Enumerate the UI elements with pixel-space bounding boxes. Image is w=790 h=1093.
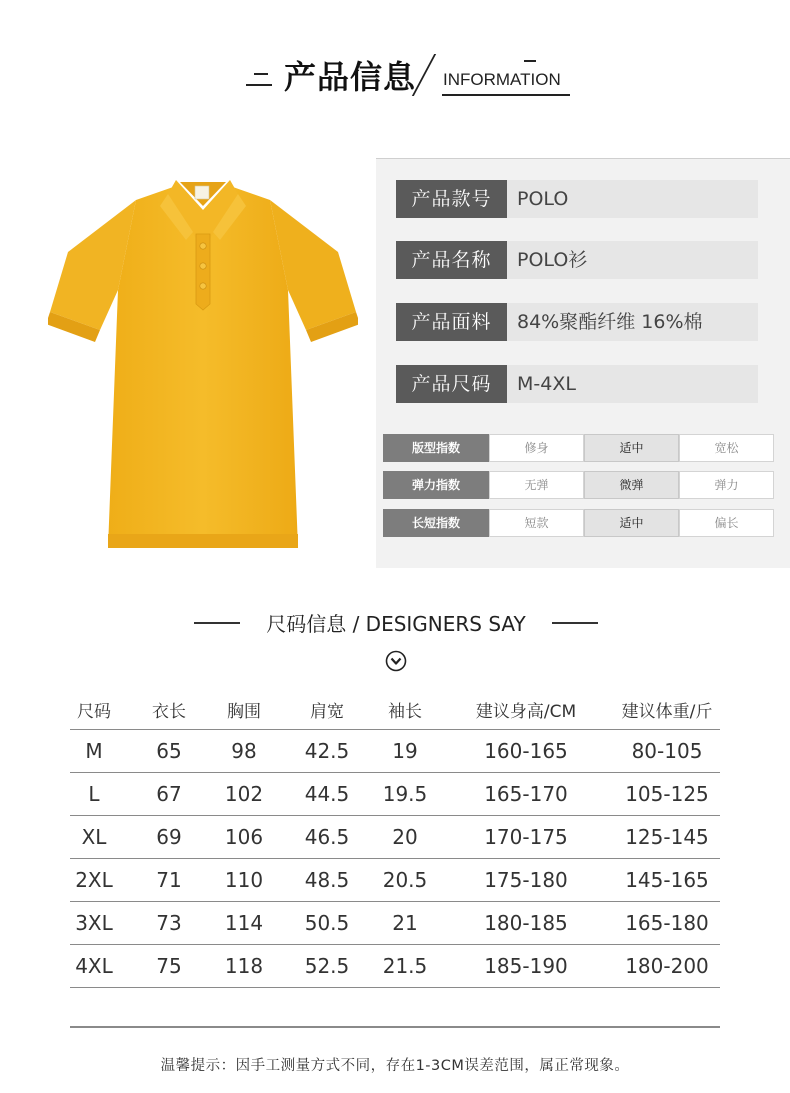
chevron-down-circle-icon xyxy=(385,650,407,672)
table-cell: 106 xyxy=(224,825,264,849)
index-option-selected: 适中 xyxy=(584,509,679,537)
table-header-cell: 衣长 xyxy=(152,702,186,722)
table-cell: 46.5 xyxy=(304,825,350,849)
table-cell: 110 xyxy=(224,868,264,892)
table-cell: 170-175 xyxy=(484,825,568,849)
length-index-row xyxy=(383,509,774,537)
table-header-cell: 袖长 xyxy=(388,702,422,722)
info-value: POLO xyxy=(507,180,758,218)
table-cell: 67 xyxy=(156,782,182,806)
table-cell: 50.5 xyxy=(304,911,350,935)
table-header-cell: 建议体重/斤 xyxy=(621,702,713,722)
divider xyxy=(552,622,598,624)
table-cell: 19.5 xyxy=(382,782,428,806)
header-decoration xyxy=(254,73,268,75)
fit-index-row xyxy=(383,434,774,462)
index-option: 修身 xyxy=(489,434,584,462)
info-label: 产品名称 xyxy=(396,241,507,279)
table-cell: 44.5 xyxy=(304,782,350,806)
table-cell: 125-145 xyxy=(625,825,709,849)
product-info-panel xyxy=(376,158,790,568)
table-cell: 75 xyxy=(156,954,182,978)
page-subtitle: INFORMATION xyxy=(443,70,561,89)
table-header-cell: 胸围 xyxy=(227,702,261,722)
table-cell: 73 xyxy=(156,911,182,935)
table-row xyxy=(70,902,720,945)
table-cell: 180-200 xyxy=(625,954,709,978)
table-cell: 2XL xyxy=(75,868,113,892)
measurement-note: 温馨提示：因手工测量方式不同，存在1-3CM误差范围，属正常现象。 xyxy=(160,1058,630,1074)
index-label: 长短指数 xyxy=(383,509,489,537)
table-header-cell: 建议身高/CM xyxy=(475,702,577,722)
info-value: M-4XL xyxy=(507,365,758,403)
table-cell: 4XL xyxy=(75,954,113,978)
table-cell: 48.5 xyxy=(304,868,350,892)
info-label: 产品款号 xyxy=(396,180,507,218)
table-header-cell: 肩宽 xyxy=(310,702,344,722)
index-option: 宽松 xyxy=(679,434,774,462)
info-row-fabric xyxy=(396,303,758,341)
header-underline xyxy=(442,94,570,96)
table-header-cell: 尺码 xyxy=(77,702,111,722)
table-row xyxy=(70,773,720,816)
size-section-title: 尺码信息 / DESIGNERS SAY xyxy=(266,612,526,636)
header-decoration xyxy=(524,60,536,62)
table-cell: 21 xyxy=(392,911,418,935)
table-cell: L xyxy=(88,782,100,806)
info-row-size-range xyxy=(396,365,758,403)
info-row-product-name xyxy=(396,241,758,279)
table-cell: 65 xyxy=(156,739,182,763)
table-cell: 3XL xyxy=(75,911,113,935)
table-cell: 114 xyxy=(224,911,264,935)
table-cell: 71 xyxy=(156,868,182,892)
index-option-selected: 微弹 xyxy=(584,471,679,499)
table-cell: 19 xyxy=(392,739,418,763)
header-decoration xyxy=(246,84,272,86)
table-cell: 52.5 xyxy=(304,954,350,978)
table-cell: 145-165 xyxy=(625,868,709,892)
table-cell: 98 xyxy=(231,739,257,763)
table-cell: 42.5 xyxy=(304,739,350,763)
index-option: 短款 xyxy=(489,509,584,537)
table-cell: 20 xyxy=(392,825,418,849)
table-cell: 180-185 xyxy=(484,911,568,935)
index-option: 偏长 xyxy=(679,509,774,537)
table-row xyxy=(70,730,720,773)
divider xyxy=(376,158,790,159)
index-label: 版型指数 xyxy=(383,434,489,462)
table-cell: 185-190 xyxy=(484,954,568,978)
table-cell: M xyxy=(85,739,103,763)
elasticity-index-row xyxy=(383,471,774,499)
divider xyxy=(194,622,240,624)
table-cell: 20.5 xyxy=(382,868,428,892)
info-label: 产品尺码 xyxy=(396,365,507,403)
info-label: 产品面料 xyxy=(396,303,507,341)
table-cell: 175-180 xyxy=(484,868,568,892)
info-row-style-number xyxy=(396,180,758,218)
table-cell: 105-125 xyxy=(625,782,709,806)
table-cell: 80-105 xyxy=(631,739,703,763)
index-option: 弹力 xyxy=(679,471,774,499)
index-label: 弹力指数 xyxy=(383,471,489,499)
page-title: 产品信息 xyxy=(284,58,417,96)
index-option: 无弹 xyxy=(489,471,584,499)
index-option-selected: 适中 xyxy=(584,434,679,462)
table-row xyxy=(70,859,720,902)
section-header xyxy=(0,0,790,110)
table-cell: XL xyxy=(81,825,107,849)
table-row xyxy=(70,945,720,988)
table-cell: 69 xyxy=(156,825,182,849)
table-cell: 160-165 xyxy=(484,739,568,763)
table-row xyxy=(70,816,720,859)
info-value: POLO衫 xyxy=(507,241,758,279)
table-bottom-rule xyxy=(70,1026,720,1028)
product-image xyxy=(48,172,358,550)
table-cell: 165-170 xyxy=(484,782,568,806)
info-value: 84%聚酯纤维 16%棉 xyxy=(507,303,758,341)
table-header-row xyxy=(70,690,720,730)
table-cell: 21.5 xyxy=(382,954,428,978)
table-cell: 165-180 xyxy=(625,911,709,935)
table-cell: 118 xyxy=(224,954,264,978)
size-table xyxy=(70,690,720,988)
table-cell: 102 xyxy=(224,782,264,806)
